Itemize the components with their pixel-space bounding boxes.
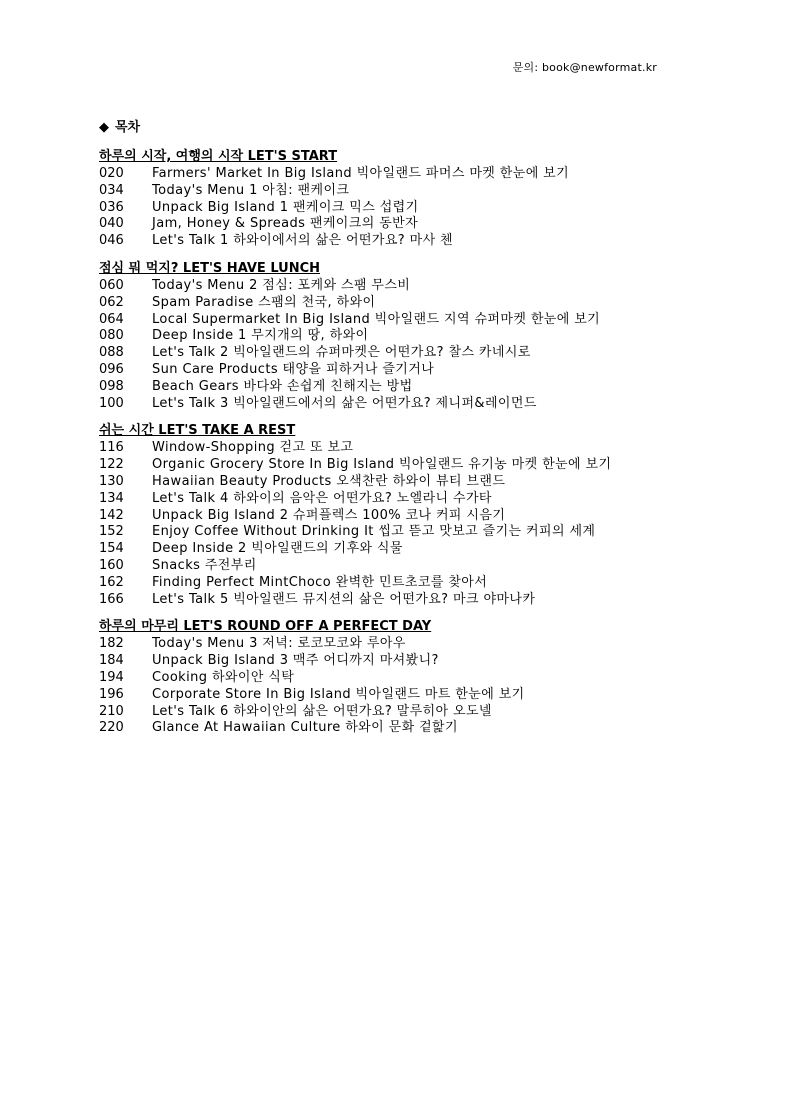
- entry-title: Enjoy Coffee Without Drinking It 씹고 뜯고 맛보고 즐기는 커피의 세계: [152, 524, 596, 540]
- entry-title: Jam, Honey & Spreads 팬케이크의 동반자: [152, 216, 419, 232]
- entry-title: Snacks 주전부리: [152, 557, 257, 573]
- page-number: 210: [99, 703, 124, 719]
- page-number: 166: [99, 591, 124, 607]
- toc-entry: [99, 720, 699, 737]
- toc-entry: [99, 166, 699, 183]
- section-title: 쉬는 시간 LET'S TAKE A REST: [99, 423, 296, 439]
- entry-title: Organic Grocery Store In Big Island 빅아일랜드 유기농 마켓 한눈에 보기: [152, 457, 612, 473]
- toc-section: [99, 148, 699, 250]
- page-number: 060: [99, 277, 124, 293]
- entry-title: Let's Talk 5 빅아일랜드 뮤지션의 삶은 어떤가요? 마크 야마나카: [152, 591, 536, 607]
- toc-section: [99, 618, 699, 737]
- toc-entry: [99, 200, 699, 217]
- toc-entry: [99, 233, 699, 250]
- toc-entry: [99, 328, 699, 345]
- page-number: 036: [99, 199, 124, 215]
- toc-entry: [99, 278, 699, 295]
- page-number: 194: [99, 669, 124, 685]
- toc-entry: [99, 379, 699, 396]
- toc-title: 목차: [115, 120, 141, 135]
- entry-title: Let's Talk 1 하와이에서의 삶은 어떤가요? 마사 첸: [152, 233, 454, 249]
- entry-title: Today's Menu 1 아침: 팬케이크: [152, 182, 350, 198]
- entry-title: Unpack Big Island 2 슈퍼플렉스 100% 코나 커피 시음기: [152, 507, 506, 523]
- section-title: 하루의 시작, 여행의 시작 LET'S START: [99, 149, 338, 164]
- toc-entry: [99, 524, 699, 541]
- entry-title: Let's Talk 2 빅아일랜드의 슈퍼마켓은 어떤가요? 찰스 카네시로: [152, 345, 531, 361]
- entry-title: Beach Gears 바다와 손쉽게 친해지는 방법: [152, 378, 413, 394]
- toc-entry: [99, 295, 699, 312]
- diamond-bullet-icon: ◆: [99, 120, 109, 135]
- entry-title: Hawaiian Beauty Products 오색찬란 하와이 뷰티 브랜드: [152, 473, 506, 489]
- toc-section: [99, 422, 699, 608]
- page-number: 098: [99, 378, 124, 394]
- entry-title: Deep Inside 2 빅아일랜드의 기후와 식물: [152, 541, 403, 557]
- toc-entry: [99, 312, 699, 329]
- entry-title: Today's Menu 3 저녁: 로코모코와 루아우: [152, 636, 406, 652]
- toc-entry: [99, 345, 699, 362]
- toc-entry: [99, 575, 699, 592]
- entry-title: Let's Talk 3 빅아일랜드에서의 삶은 어떤가요? 제니퍼&레이먼드: [152, 395, 537, 411]
- page-number: 122: [99, 457, 124, 473]
- page-number: 154: [99, 541, 124, 557]
- page-number: 080: [99, 328, 124, 344]
- toc-entry: [99, 592, 699, 609]
- page-number: 142: [99, 507, 124, 523]
- toc-entry: [99, 491, 699, 508]
- toc-entry: [99, 216, 699, 233]
- entry-title: Window-Shopping 걷고 또 보고: [152, 440, 354, 456]
- toc-entry: [99, 687, 699, 704]
- entry-title: Farmers' Market In Big Island 빅아일랜드 파머스 마켓 한눈에 보기: [152, 166, 570, 181]
- entry-title: Deep Inside 1 무지개의 땅, 하와이: [152, 328, 369, 344]
- toc-entry: [99, 183, 699, 200]
- page-number: 040: [99, 216, 124, 232]
- page-number: 184: [99, 653, 124, 669]
- entry-title: Today's Menu 2 점심: 포케와 스팸 무스비: [152, 277, 411, 293]
- entry-title: Spam Paradise 스팸의 천국, 하와이: [152, 294, 376, 310]
- entry-title: Glance At Hawaiian Culture 하와이 문화 겉핥기: [152, 720, 458, 736]
- page-number: 088: [99, 345, 124, 361]
- page-number: 062: [99, 294, 124, 310]
- page-number: 046: [99, 233, 124, 249]
- page-number: 096: [99, 361, 124, 377]
- entry-title: Let's Talk 4 하와이의 음악은 어떤가요? 노엘라니 수가타: [152, 490, 492, 506]
- page-number: 116: [99, 440, 124, 456]
- toc-entry: [99, 670, 699, 687]
- page-number: 130: [99, 473, 124, 489]
- toc-heading: [99, 116, 140, 135]
- entry-title: Cooking 하와이안 식탁: [152, 669, 295, 685]
- page-number: 196: [99, 686, 124, 702]
- entry-title: Corporate Store In Big Island 빅아일랜드 마트 한눈에 보기: [152, 686, 525, 702]
- toc-entry: [99, 474, 699, 491]
- page-number: 034: [99, 182, 124, 198]
- toc-entry: [99, 508, 699, 525]
- page-number: 220: [99, 720, 124, 736]
- toc-entry: [99, 558, 699, 575]
- entry-title: Finding Perfect MintChoco 완벽한 민트초코를 찾아서: [152, 574, 488, 590]
- table-of-contents: [99, 148, 699, 747]
- page-number: 182: [99, 636, 124, 652]
- section-title: 점심 뭐 먹지? LET'S HAVE LUNCH: [99, 260, 321, 276]
- toc-entry: [99, 440, 699, 457]
- toc-entry: [99, 704, 699, 721]
- page-number: 020: [99, 166, 124, 181]
- page-number: 152: [99, 524, 124, 540]
- toc-entry: [99, 653, 699, 670]
- entry-title: Local Supermarket In Big Island 빅아일랜드 지역 슈퍼마켓 한눈에 보기: [152, 311, 601, 327]
- entry-title: Unpack Big Island 3 맥주 어디까지 마셔봤니?: [152, 653, 439, 669]
- section-title: 하루의 마무리 LET'S ROUND OFF A PERFECT DAY: [99, 619, 432, 635]
- page-number: 162: [99, 574, 124, 590]
- toc-entry: [99, 362, 699, 379]
- page-number: 064: [99, 311, 124, 327]
- contact-email: 문의: book@newformat.kr: [512, 61, 657, 74]
- entry-title: Sun Care Products 태양을 피하거나 즐기거나: [152, 361, 435, 377]
- toc-entry: [99, 636, 699, 653]
- entry-title: Let's Talk 6 하와이안의 삶은 어떤가요? 말루히아 오도넬: [152, 703, 492, 719]
- page-number: 134: [99, 490, 124, 506]
- toc-entry: [99, 457, 699, 474]
- toc-section: [99, 260, 699, 412]
- page-number: 160: [99, 557, 124, 573]
- toc-entry: [99, 541, 699, 558]
- entry-title: Unpack Big Island 1 팬케이크 믹스 섭렵기: [152, 199, 419, 215]
- toc-entry: [99, 396, 699, 413]
- page-number: 100: [99, 395, 124, 411]
